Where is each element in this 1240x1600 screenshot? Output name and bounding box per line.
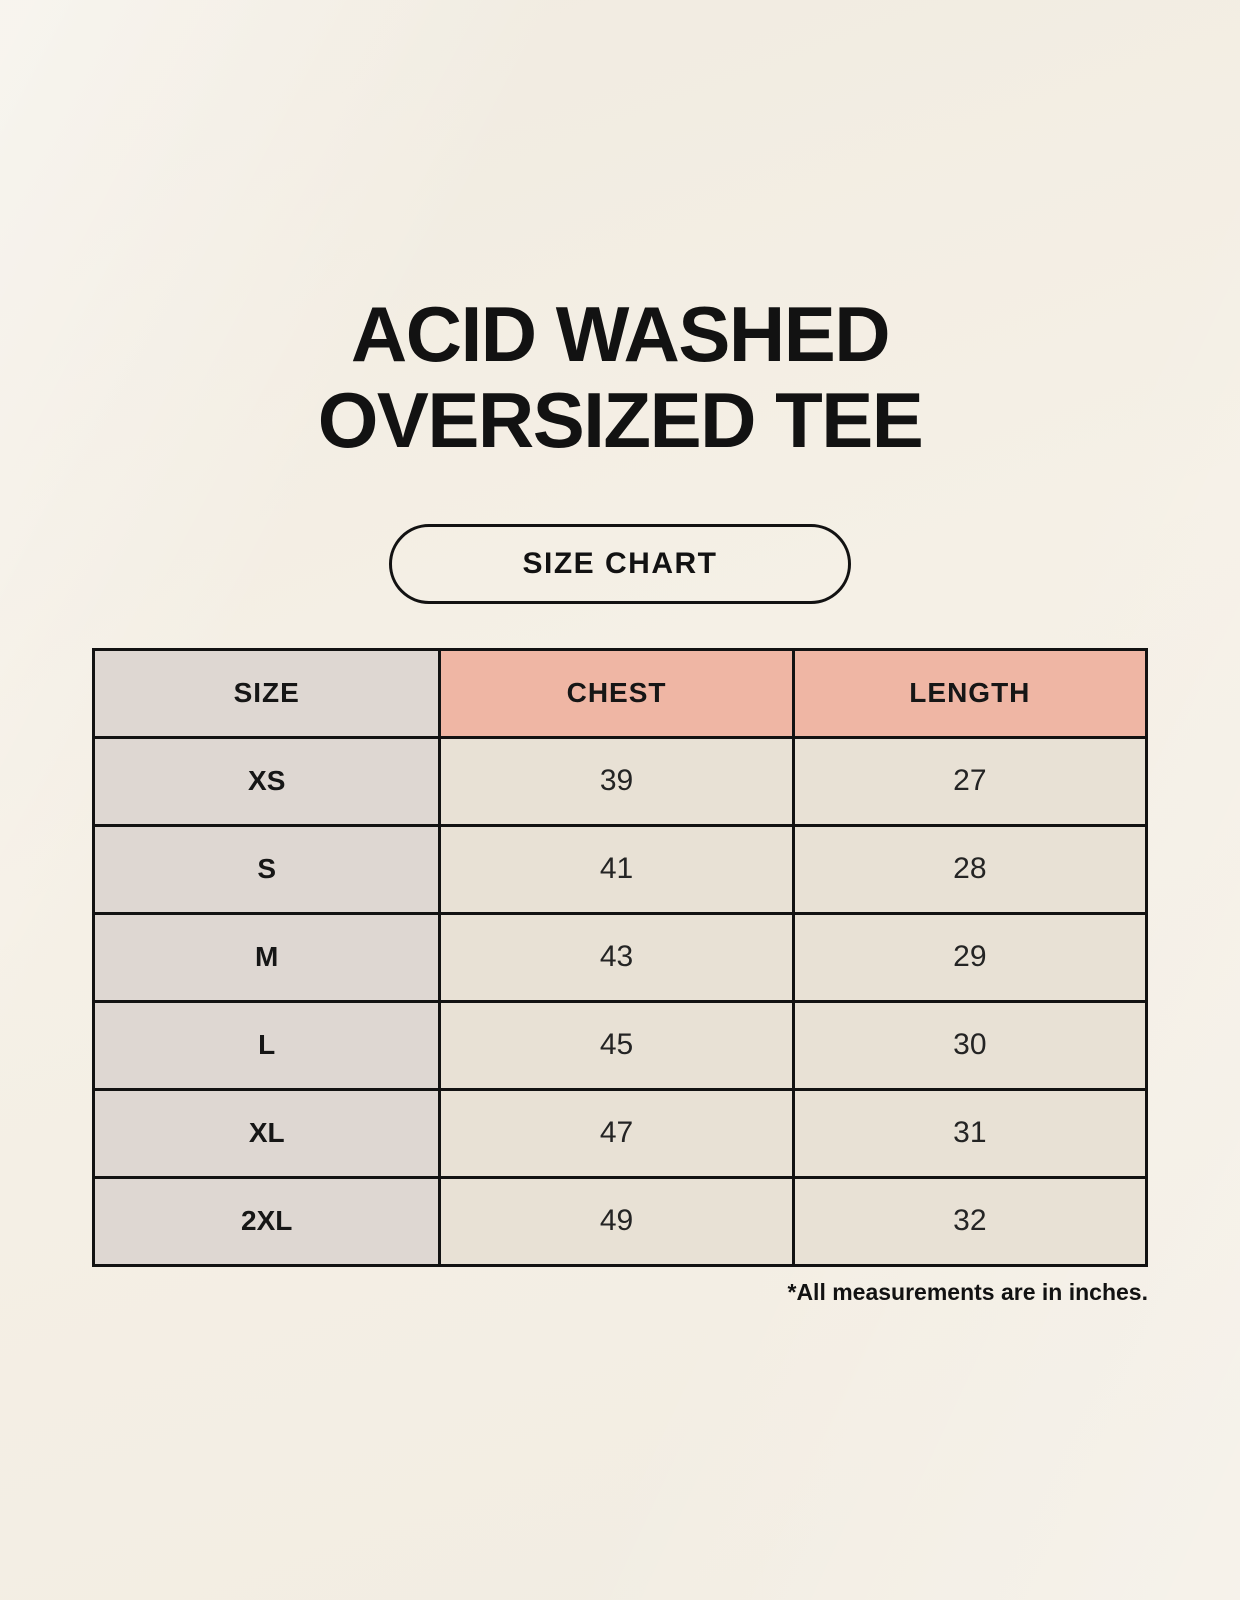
header-chest: CHEST [440, 649, 793, 737]
length-value: 27 [793, 737, 1146, 825]
size-chart-table [92, 648, 1148, 1267]
chest-value: 43 [440, 913, 793, 1001]
chest-value: 41 [440, 825, 793, 913]
measurements-footnote: *All measurements are in inches. [787, 1278, 1148, 1305]
chest-value: 47 [440, 1089, 793, 1177]
size-chart-badge: SIZE CHART [389, 524, 851, 604]
table-row [94, 737, 1147, 825]
length-value: 28 [793, 825, 1146, 913]
product-title [0, 292, 1240, 464]
badge-container [0, 524, 1240, 604]
size-label: S [94, 825, 440, 913]
header-size: SIZE [94, 649, 440, 737]
header-length: LENGTH [793, 649, 1146, 737]
chest-value: 49 [440, 1177, 793, 1265]
length-value: 29 [793, 913, 1146, 1001]
size-label: XS [94, 737, 440, 825]
table-row [94, 1089, 1147, 1177]
product-title-line1: ACID WASHED [350, 290, 890, 378]
table-row [94, 1001, 1147, 1089]
chest-value: 39 [440, 737, 793, 825]
size-label: M [94, 913, 440, 1001]
table-row [94, 825, 1147, 913]
table-header-row [94, 649, 1147, 737]
table-row [94, 1177, 1147, 1265]
table-container [92, 648, 1148, 1306]
length-value: 30 [793, 1001, 1146, 1089]
size-label: 2XL [94, 1177, 440, 1265]
length-value: 32 [793, 1177, 1146, 1265]
size-label: XL [94, 1089, 440, 1177]
chest-value: 45 [440, 1001, 793, 1089]
table-row [94, 913, 1147, 1001]
size-label: L [94, 1001, 440, 1089]
product-title-line2: OVERSIZED TEE [317, 375, 923, 464]
length-value: 31 [793, 1089, 1146, 1177]
